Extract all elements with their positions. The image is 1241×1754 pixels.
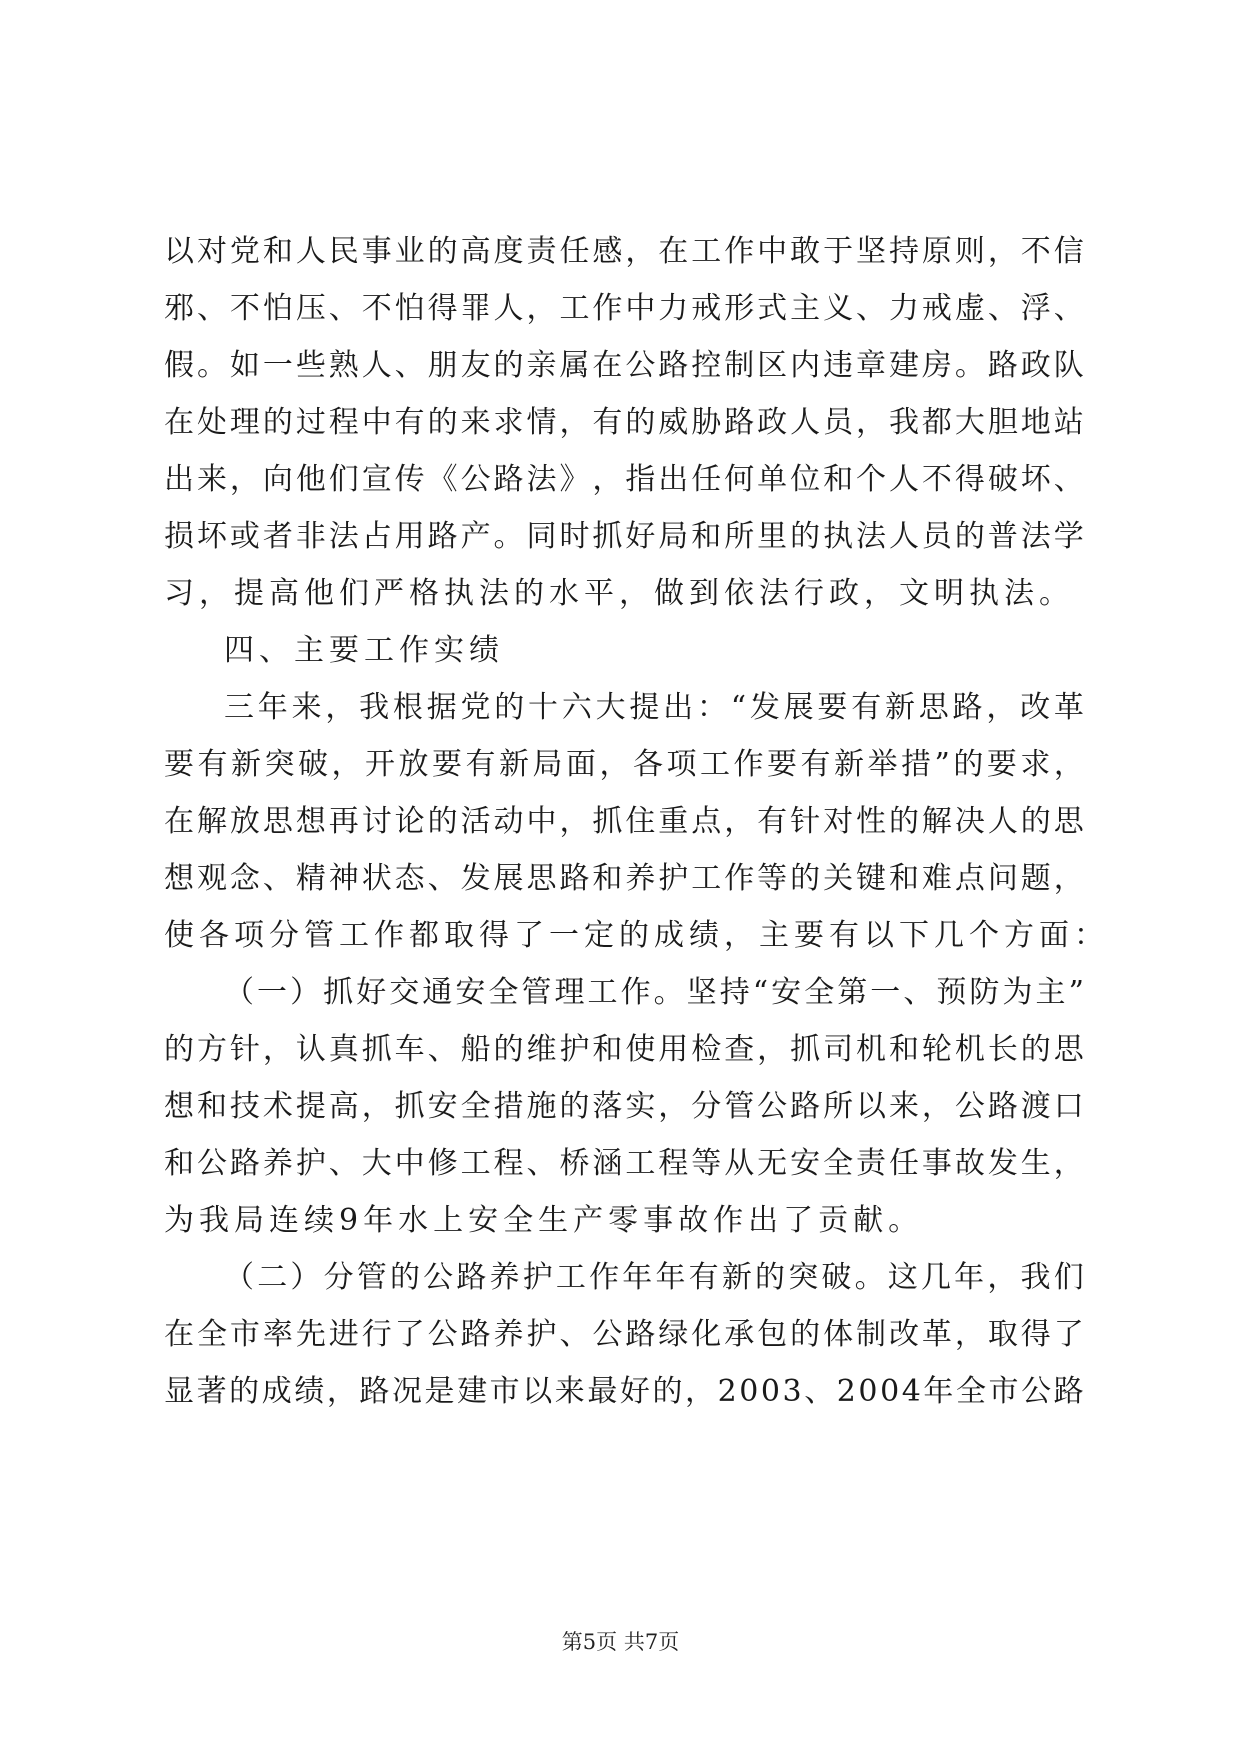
text-line: 和 公 路 养 护 、 大 中 修 工 程 、 桥 涵 工 程 等 从 无 安 全 责 任 事 故 发 生 ， [164,1146,1084,1181]
paragraph-first-line: （ 二 ） 分 管 的 公 路 养 护 工 作 年 年 有 新 的 突 破 。 这 几 年 ， 我 们 [224,1260,1084,1295]
text-line: 习，提高他们严格执法的水平，做到依法行政，文明执法。 [164,576,1074,611]
text-line: 想 和 技 术 提 高 ， 抓 安 全 措 施 的 落 实 ， 分 管 公 路 所 以 来 ， 公 路 渡 口 [164,1089,1084,1124]
text-line: 邪 、 不 怕 压 、 不 怕 得 罪 人 ， 工 作 中 力 戒 形 式 主 义 、 力 戒 虚 、 浮 、 [164,291,1084,326]
text-line: 在 处 理 的 过 程 中 有 的 来 求 情 ， 有 的 威 胁 路 政 人 员 ， 我 都 大 胆 地 站 [164,405,1084,440]
text-line: 在 解 放 思 想 再 讨 论 的 活 动 中 ， 抓 住 重 点 ， 有 针 对 性 的 解 决 人 的 思 [164,804,1084,839]
text-line: 要 有 新 突 破 ， 开 放 要 有 新 局 面 ， 各 项 工 作 要 有 新 举 措 ” 的 要 求 ， [164,747,1084,782]
text-line: 想 观 念 、 精 神 状 态 、 发 展 思 路 和 养 护 工 作 等 的 关 键 和 难 点 问 题 ， [164,861,1084,896]
text-line: 以 对 党 和 人 民 事 业 的 高 度 责 任 感 ， 在 工 作 中 敢 于 坚 持 原 则 ， 不 信 [164,234,1084,269]
text-line: 出 来 ， 向 他 们 宣 传 《 公 路 法 》 ， 指 出 任 何 单 位 和 个 人 不 得 破 坏 、 [164,462,1084,497]
paragraph-first-line: 三 年 来 ， 我 根 据 党 的 十 六 大 提 出 ： “ 发 展 要 有 新 思 路 ， 改 革 [224,690,1084,725]
text-line: 显 著 的 成 绩 ， 路 况 是 建 市 以 来 最 好 的 ， 2 0 0 3 、 2 0 0 4 年 全 市 公 路 [164,1374,1084,1409]
text-line: 的 方 针 ， 认 真 抓 车 、 船 的 维 护 和 使 用 检 查 ， 抓 司 机 和 轮 机 长 的 思 [164,1032,1084,1067]
text-line: 使各项分管工作都取得了一定的成绩，主要有以下几个方面： [164,918,1109,953]
text-line: 在 全 市 率 先 进 行 了 公 路 养 护 、 公 路 绿 化 承 包 的 体 制 改 革 ， 取 得 了 [164,1317,1084,1352]
text-line: 假 。 如 一 些 熟 人 、 朋 友 的 亲 属 在 公 路 控 制 区 内 违 章 建 房 。 路 政 队 [164,348,1084,383]
page-number-footer: 第5页 共7页 [561,1630,680,1654]
text-line: 为我局连续9年水上安全生产零事故作出了贡献。 [164,1203,924,1238]
section-heading: 四、主要工作实绩 [224,633,504,668]
paragraph-first-line: （ 一 ） 抓 好 交 通 安 全 管 理 工 作 。 坚 持 “ 安 全 第 一 、 预 防 为 主 ” [224,975,1084,1010]
text-line: 损 坏 或 者 非 法 占 用 路 产 。 同 时 抓 好 局 和 所 里 的 执 法 人 员 的 普 法 学 [164,519,1084,554]
